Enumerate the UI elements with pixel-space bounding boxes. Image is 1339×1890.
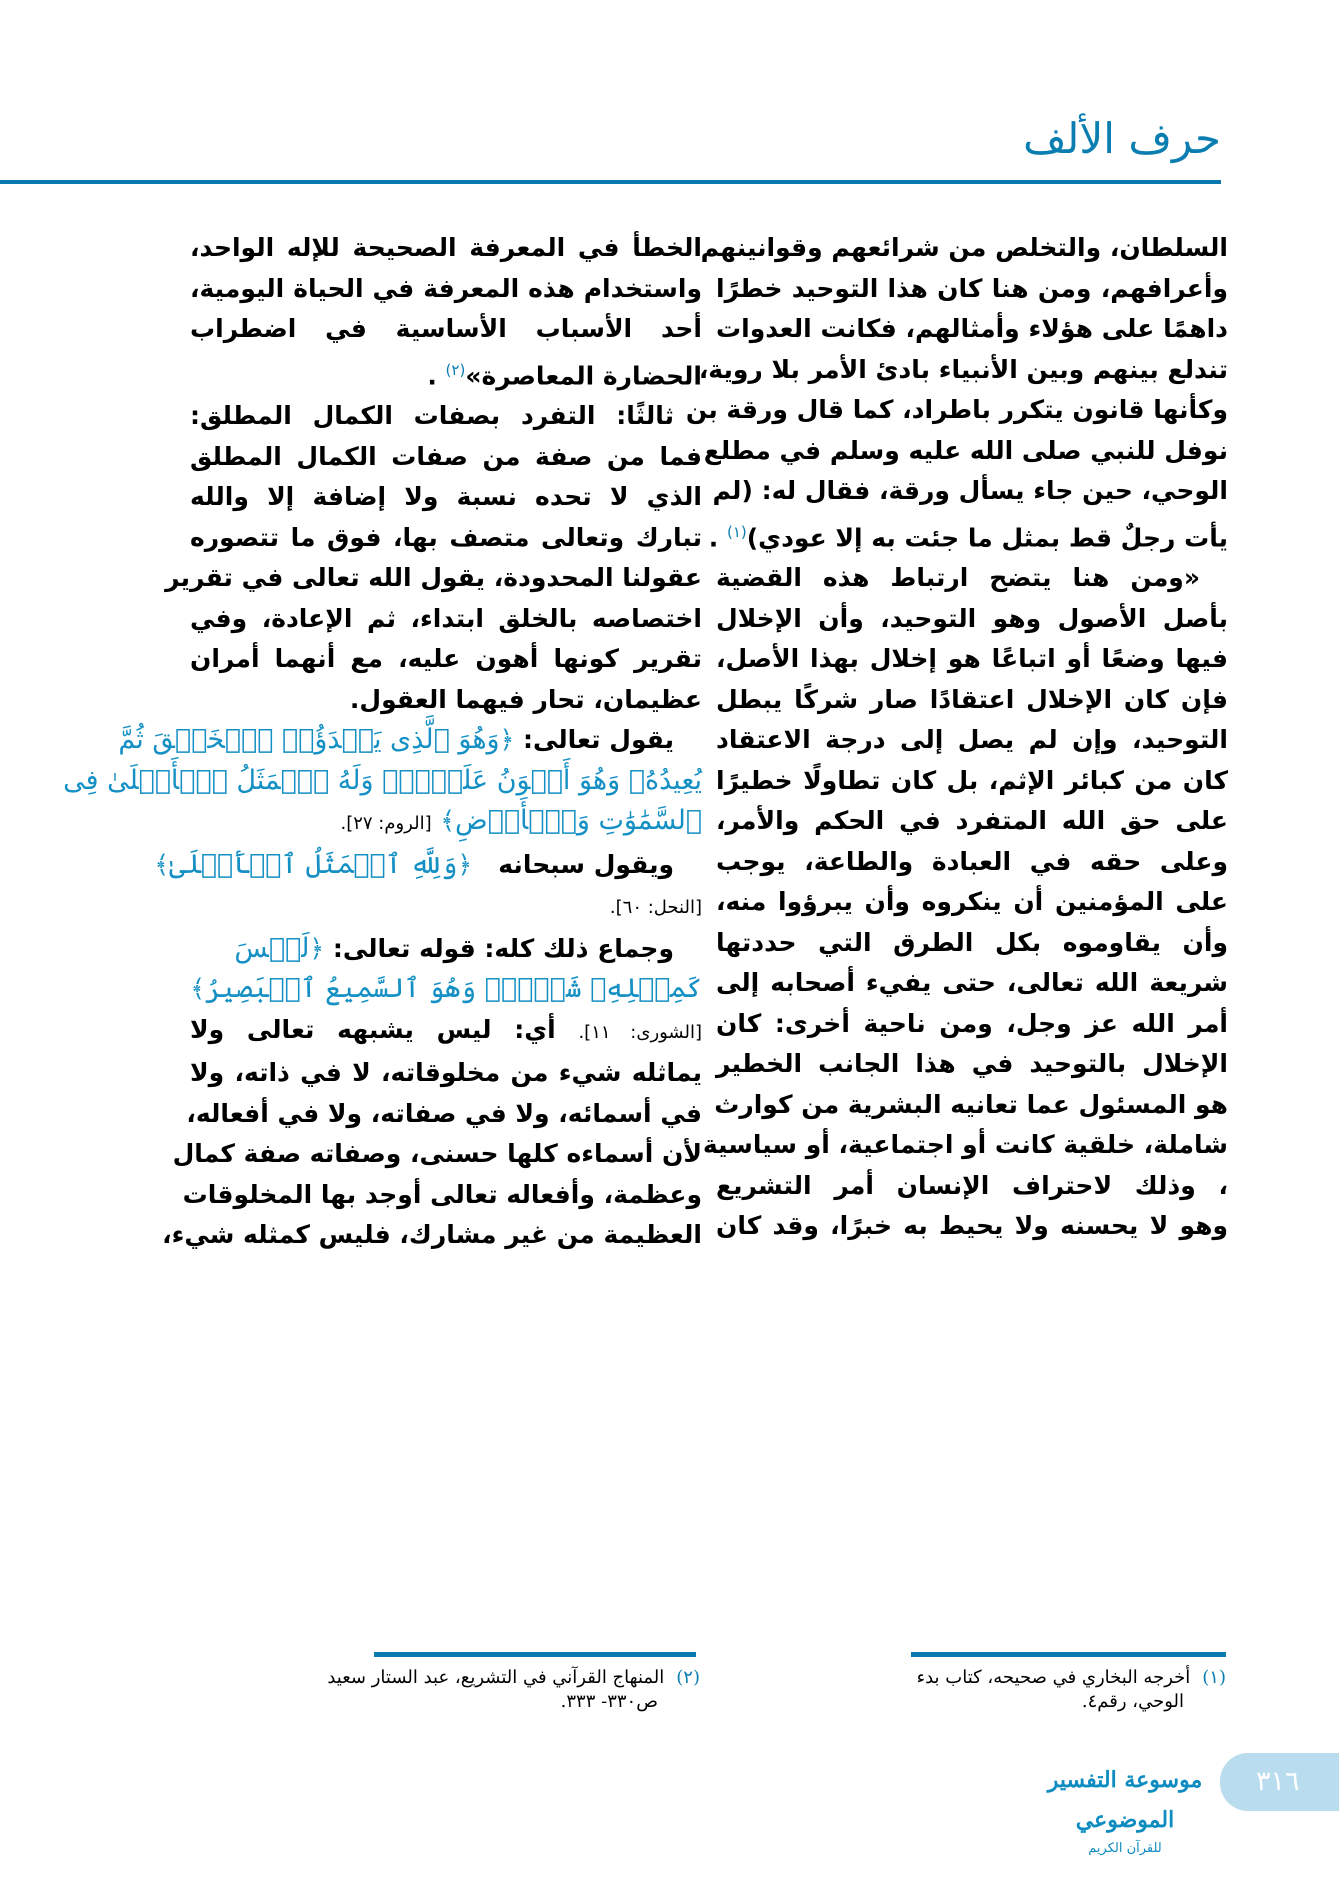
text-line: داهمًا على هؤلاء وأمثالهم، فكانت العدوات bbox=[716, 314, 1228, 343]
period: . bbox=[708, 522, 719, 552]
quote-end: الحضارة المعاصرة» bbox=[465, 360, 702, 390]
verse-reference: [الشورى: ١١]. bbox=[578, 1021, 702, 1043]
text-line: وعلى حقه في العبادة والطاعة، يوجب bbox=[716, 846, 1228, 876]
text-line: الخطأ في المعرفة الصحيحة للإله الواحد، bbox=[190, 233, 702, 262]
right-column bbox=[685, 228, 1228, 1247]
text-line: «ومن هنا يتضح ارتباط هذه القضية bbox=[716, 563, 1200, 593]
left-column bbox=[63, 228, 702, 1256]
text-line: على المؤمنين أن ينكروه وأن يبرؤوا منه، bbox=[716, 887, 1228, 917]
verse-line bbox=[190, 801, 702, 845]
verse-reference: [الروم: ٢٧]. bbox=[340, 813, 432, 835]
text-line: عقولنا المحدودة، يقول الله تعالى في تقرير bbox=[165, 563, 702, 593]
text-line: فما من صفة من صفات الكمال المطلق bbox=[190, 441, 702, 471]
text-line: ، وذلك لاحتراف الإنسان أمر التشريع bbox=[716, 1170, 1228, 1200]
text-line: في أسمائه، ولا في صفاته، ولا في أفعاله، bbox=[186, 1098, 702, 1128]
footnote-text: ص٣٣٠- ٣٣٣. bbox=[560, 1691, 658, 1712]
quran-verse: يُعِيدُهُۥ وَهُوَ أَهۡوَنُ عَلَيۡهِۚ وَلَهُ ٱلۡمَثَلُ ٱلۡأَعۡلَىٰ فِى bbox=[63, 764, 702, 796]
text-line: فيها وضعًا أو اتباعًا هو إخلال بهذا الأصل، bbox=[716, 644, 1228, 674]
text-line: الإخلال بالتوحيد في هذا الجانب الخطير bbox=[716, 1049, 1228, 1079]
quran-verse: وَلِلَّهِ ٱلۡمَثَلُ ٱلۡأَعۡلَىٰ bbox=[169, 848, 458, 880]
text-line: على حق الله المتفرد في الحكم والأمر، bbox=[716, 806, 1228, 836]
verse-line bbox=[63, 761, 702, 802]
text-line: أحد الأسباب الأساسية في اضطراب bbox=[190, 314, 702, 343]
verse-line bbox=[190, 885, 702, 929]
verse-line bbox=[190, 929, 702, 970]
text-line: فإن كان الإخلال اعتقادًا صار شركًا يبطل bbox=[716, 684, 1228, 714]
text-line bbox=[708, 512, 1228, 559]
verse-line bbox=[118, 720, 702, 761]
text-span: أي: ليس يشبهه تعالى ولا bbox=[190, 1014, 556, 1044]
text-line: أمر الله عز وجل، ومن ناحية أخرى: كان bbox=[716, 1008, 1228, 1038]
quran-verse: ٱلسَّمَٰوَٰتِ وَٱلۡأَرۡضِ bbox=[455, 805, 702, 837]
ornate-close-bracket-icon: ﴾ bbox=[190, 974, 206, 1004]
period: . bbox=[427, 360, 437, 390]
encyclopedia-logo bbox=[1000, 1760, 1250, 1856]
verse-line bbox=[154, 845, 702, 886]
footnote-text: المنهاج القرآني في التشريع، عبد الستار سعيد bbox=[327, 1667, 665, 1688]
hadith-quote: يأت رجلٌ قط بمثل ما جئت به إلا عودي) bbox=[746, 522, 1228, 552]
text-line: شريعة الله تعالى، حتى يفيء أصحابه إلى bbox=[716, 968, 1228, 998]
verse-intro: ويقول سبحانه bbox=[498, 849, 674, 879]
verse-intro: يقول تعالى: bbox=[522, 725, 674, 755]
footnote-text: الوحي، رقم٤. bbox=[1081, 1691, 1184, 1712]
quran-verse: وَهُوَ ٱلَّذِى يَبۡدَؤُا۟ ٱلۡخَلۡقَ ثُمَّ bbox=[118, 724, 500, 756]
text-line: السلطان، والتخلص من شرائعهم وقوانينهم bbox=[700, 233, 1228, 262]
section-heading: ثالثًا: التفرد بصفات الكمال المطلق: bbox=[190, 401, 674, 431]
footnote-divider-right bbox=[911, 1652, 1226, 1657]
text-line: هو المسئول عما تعانيه البشرية من كوارث bbox=[714, 1089, 1228, 1119]
text-line: اختصاصه بالخلق ابتداء، ثم الإعادة، وفي bbox=[190, 603, 702, 633]
footnote-2 bbox=[190, 1666, 700, 1714]
footnote-number: (٢) bbox=[676, 1667, 700, 1688]
text-line: عظيمان، تحار فيهما العقول. bbox=[349, 684, 702, 714]
header-divider bbox=[0, 180, 1221, 184]
quran-verse: كَمِثۡلِهِۦ شَىۡءٌۖ وَهُوَ ٱلسَّمِيعُ ٱلۡبَصِيرُ bbox=[205, 973, 702, 1005]
text-line: بأصل الأصول وهو التوحيد، وأن الإخلال bbox=[716, 603, 1228, 633]
text-line: العظيمة من غير مشارك، فليس كمثله شيء، bbox=[162, 1220, 702, 1250]
text-line: تبارك وتعالى متصف بها، فوق ما تتصوره bbox=[190, 522, 702, 552]
chapter-title: حرف الألف bbox=[1023, 114, 1221, 163]
text-line: الذي لا تحده نسبة ولا إضافة إلا والله bbox=[190, 482, 702, 512]
footnote-number: (١) bbox=[1202, 1667, 1226, 1688]
verse-intro: وجماع ذلك كله: قوله تعالى: bbox=[332, 933, 674, 963]
ornate-close-bracket-icon: ﴾ bbox=[154, 849, 170, 879]
text-line: وهو لا يحسنه ولا يحيط به خبرًا، وقد كان bbox=[716, 1211, 1228, 1241]
text-line: يماثله شيء من مخلوقاته، لا في ذاته، ولا bbox=[190, 1058, 702, 1088]
text-line: التوحيد، وإن لم يصل إلى درجة الاعتقاد bbox=[716, 725, 1228, 755]
text-line: لأن أسماءه كلها حسنى، وصفاته صفة كمال bbox=[172, 1139, 702, 1169]
text-line bbox=[190, 350, 702, 397]
footnote-ref-1[interactable]: (١) bbox=[726, 522, 747, 541]
text-line: شاملة، خلقية كانت أو اجتماعية، أو سياسية bbox=[702, 1130, 1228, 1160]
text-line: الوحي، حين جاء يسأل ورقة، فقال له: (لم bbox=[712, 476, 1228, 505]
logo-title: موسوعة التفسير الموضوعي bbox=[1047, 1767, 1203, 1833]
text-line: تندلع بينهم وبين الأنبياء بادئ الأمر بلا روية، bbox=[698, 354, 1228, 384]
text-line bbox=[190, 1010, 702, 1054]
footnote-text: أخرجه البخاري في صحيحه، كتاب بدء bbox=[916, 1667, 1191, 1688]
footnote-divider-left bbox=[374, 1652, 696, 1657]
ornate-open-bracket-icon: ﴿ bbox=[309, 933, 325, 963]
page-number-badge: ٣١٦ bbox=[1220, 1753, 1339, 1811]
text-line: وكأنها قانون يتكرر باطراد، كما قال ورقة بن bbox=[685, 395, 1228, 424]
verse-line bbox=[190, 969, 702, 1010]
ornate-open-bracket-icon: ﴿ bbox=[499, 725, 515, 755]
text-line: كان من كبائر الإثم، بل كان تطاولًا خطيرًا bbox=[716, 765, 1228, 795]
ornate-close-bracket-icon: ﴾ bbox=[440, 806, 455, 836]
quran-verse: لَيۡسَ bbox=[234, 932, 310, 964]
footnote-1 bbox=[716, 1666, 1226, 1714]
text-line: واستخدام هذه المعرفة في الحياة اليومية، bbox=[190, 273, 702, 303]
text-line: وعظمة، وأفعاله تعالى أوجد بها المخلوقات bbox=[182, 1179, 702, 1209]
text-line: وأعرافهم، ومن هنا كان هذا التوحيد خطرًا bbox=[716, 273, 1228, 303]
logo-subtitle: للقرآن الكريم bbox=[1088, 1841, 1162, 1856]
text-line: وأن يقاوموه بكل الطرق التي حددتها bbox=[716, 927, 1228, 957]
verse-reference: [النحل: ٦٠]. bbox=[609, 897, 702, 919]
text-line: نوفل للنبي صلى الله عليه وسلم في مطلع bbox=[703, 435, 1228, 465]
text-line: تقرير كونها أهون عليه، مع أنهما أمران bbox=[190, 644, 702, 674]
footnote-ref-2[interactable]: (٢) bbox=[445, 360, 466, 379]
ornate-open-bracket-icon: ﴿ bbox=[457, 849, 473, 879]
